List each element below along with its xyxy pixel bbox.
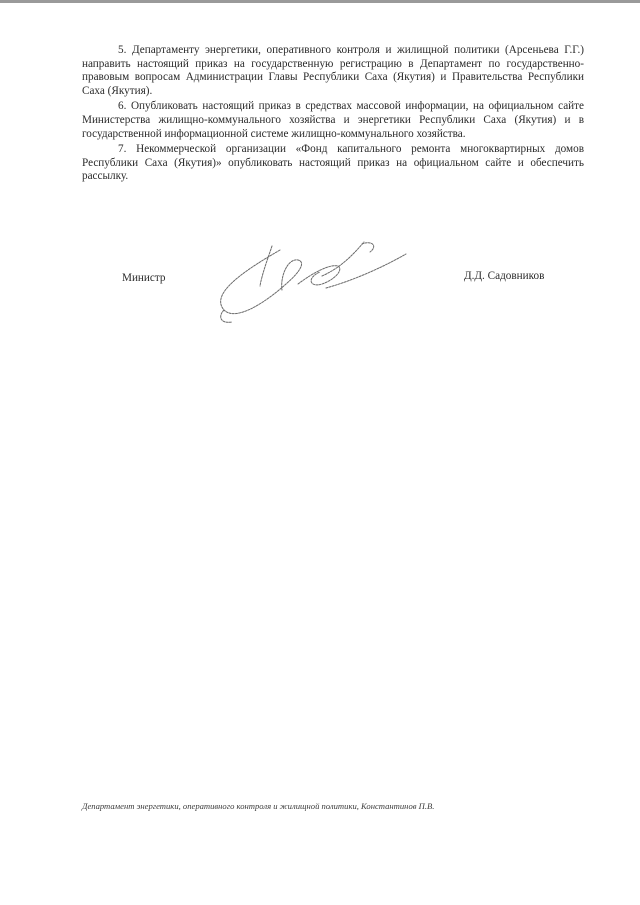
signatory-title: Министр [122, 272, 166, 284]
signature-block [82, 232, 584, 332]
paragraph-7: 7. Некоммерческой организации «Фонд капитального ремонта многоквартирных домов Республики Саха (Якутия)» опубликовать настоящий приказ на официальном сайте и обеспечить рассылку. [82, 143, 584, 183]
scan-top-border [0, 0, 640, 3]
signatory-name: Д.Д. Садовников [464, 270, 545, 282]
paragraph-6: 6. Опубликовать настоящий приказ в средствах массовой информации, на официальном сайте Министерства жилищно-коммунального хозяйства и энергетики Республики Саха (Якутия) и в государственной информационной системе жилищно-коммунального хозяйства. [82, 100, 584, 140]
handwritten-signature [202, 232, 442, 328]
paragraph-5: 5. Департаменту энергетики, оперативного контроля и жилищной политики (Арсеньева Г.Г.) направить настоящий приказ на государственную регистрацию в Департамент по государственно-правовым вопросам Администрации Главы Республики Саха (Якутия) и Правительства Республики Саха (Якутия). [82, 44, 584, 97]
footer-note: Департамент энергетики, оперативного контроля и жилищной политики, Константинов П.В. [82, 801, 435, 811]
document-body [82, 44, 584, 186]
